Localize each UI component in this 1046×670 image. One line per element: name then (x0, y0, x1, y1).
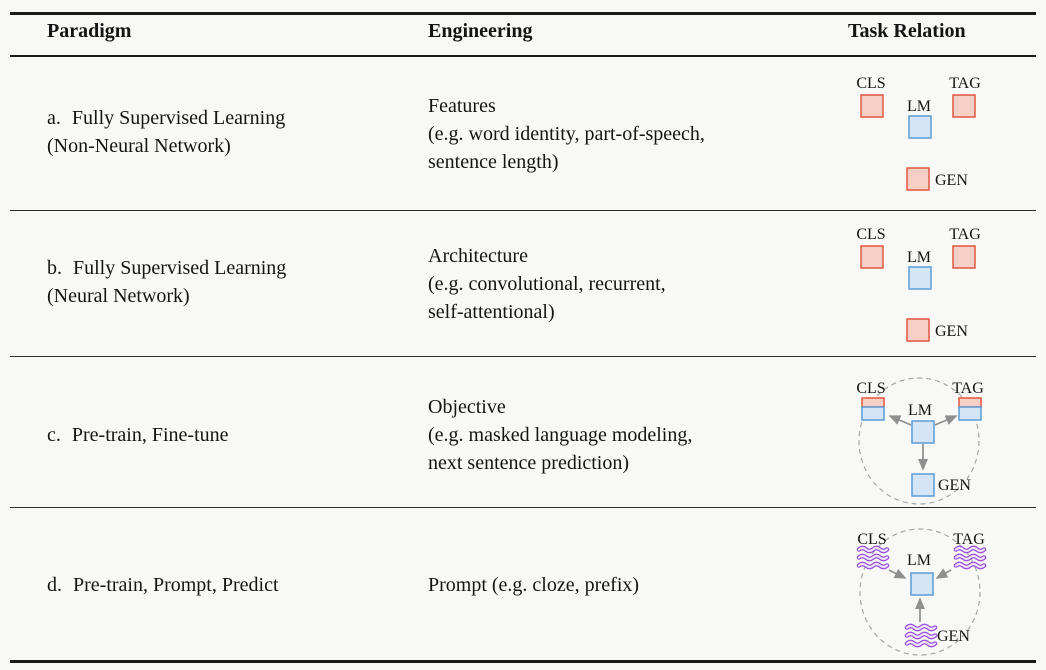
row-c-engineering: Objective (e.g. masked language modeling, next sentence prediction) (428, 396, 693, 474)
tag-to-lm-arrow (937, 570, 951, 578)
tag-finetuned-node (959, 398, 981, 420)
cls-finetuned-node (862, 398, 884, 420)
lm-label: LM (908, 402, 932, 419)
bottom-rule (10, 660, 1036, 663)
tag-label: TAG (949, 226, 981, 243)
gen-prompt-text-icon (907, 626, 935, 645)
row-b-paradigm-line2: (Neural Network) (47, 285, 190, 307)
header-rule (10, 55, 1036, 57)
cls-task-square (861, 95, 883, 117)
row-a-engineering: Features (e.g. word identity, part-of-speech, sentence length) (428, 95, 705, 173)
cls-task-square (861, 246, 883, 268)
row-c-paradigm (47, 421, 229, 449)
row-b-engineering: Architecture (e.g. convolutional, recurrent, self-attentional) (428, 245, 666, 323)
gen-label: GEN (938, 477, 971, 494)
lm-square (911, 573, 933, 595)
row-a-paradigm-line2: (Non-Neural Network) (47, 135, 231, 157)
lm-square (909, 116, 931, 138)
row-d-engineering: Prompt (e.g. cloze, prefix) (428, 574, 640, 596)
cls-label: CLS (857, 531, 887, 548)
row-b-paradigm-line1: b. Fully Supervised Learning (47, 254, 286, 282)
gen-task-square (907, 168, 929, 190)
row-c-label: c. (47, 424, 61, 446)
row-d-paradigm-line1: d. Pre-train, Prompt, Predict (47, 571, 279, 599)
row-a-task-relation-diagram (830, 60, 1030, 208)
gen-label: GEN (935, 323, 968, 340)
lm-label: LM (907, 98, 931, 115)
tag-lm-base (959, 407, 981, 420)
tag-task-head (959, 398, 981, 407)
cls-task-head (862, 398, 884, 407)
tag-label: TAG (953, 531, 985, 548)
lm-label: LM (907, 552, 931, 569)
row-a-paradigm (47, 104, 285, 160)
column-header-engineering: Engineering (428, 20, 533, 42)
row-b-label: b. (47, 257, 62, 279)
row-b-paradigm (47, 254, 286, 310)
cls-to-lm-arrow (889, 570, 905, 578)
lm-square (909, 267, 931, 289)
column-header-paradigm: Paradigm (47, 20, 132, 42)
cls-prompt-text-icon (859, 548, 887, 567)
tag-label: TAG (949, 75, 981, 92)
gen-label: GEN (937, 628, 970, 645)
lm-to-tag-arrow (935, 416, 956, 425)
top-rule (10, 12, 1036, 15)
cls-label: CLS (856, 226, 886, 243)
row-c-task-relation-diagram (830, 370, 1030, 512)
tag-label: TAG (952, 380, 984, 397)
column-header-task-relation: Task Relation (848, 20, 966, 42)
tag-task-square (953, 246, 975, 268)
row-b-task-relation-diagram (830, 211, 1030, 359)
gen-label: GEN (935, 172, 968, 189)
lm-label: LM (907, 249, 931, 266)
row-d-task-relation-diagram (830, 518, 1030, 660)
tag-task-square (953, 95, 975, 117)
tag-prompt-text-icon (956, 548, 984, 567)
cls-label: CLS (856, 75, 886, 92)
cls-lm-base (862, 407, 884, 420)
lm-square (912, 421, 934, 443)
gen-lm-node (912, 474, 934, 496)
cls-label: CLS (856, 380, 886, 397)
row-d-label: d. (47, 574, 62, 596)
row-d-paradigm (47, 571, 279, 599)
row-a-paradigm-line1: a. Fully Supervised Learning (47, 104, 285, 132)
row-c-paradigm-line1: c. Pre-train, Fine-tune (47, 421, 229, 449)
gen-task-square (907, 319, 929, 341)
row-a-label: a. (47, 107, 61, 129)
